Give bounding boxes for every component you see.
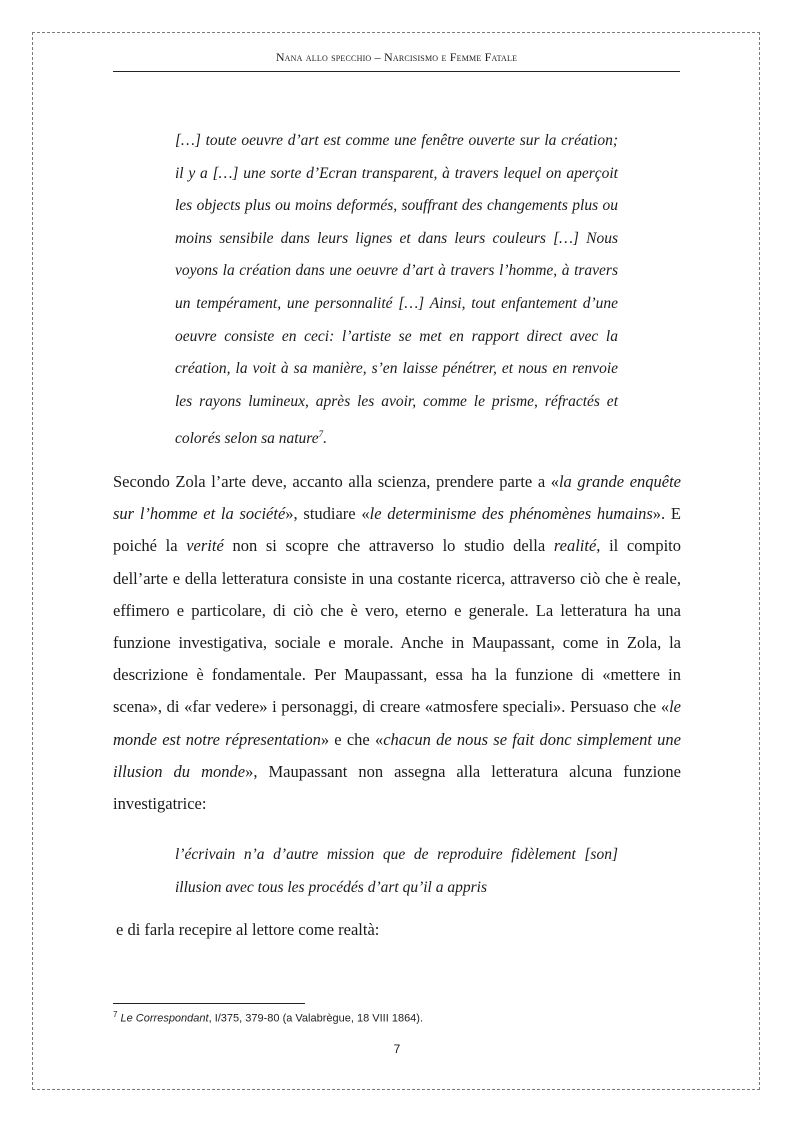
footnote-text: , I/375, 379-80 (a Valabrègue, 18 VIII 1864). [208,1012,424,1025]
footnote-divider [113,1003,305,1004]
block-quote-maupassant: l’écrivain n’a d’autre mission que de reproduire fidèlement [son] illusion avec tous les procédés d’art qu’il a appris [175,846,618,896]
citation-italic: chacun de nous se fait donc simplement une illusion du monde [113,729,681,781]
block-quote-zola: […] toute oeuvre d’art est comme une fenêtre ouverte sur la création; il y a […] une sorte d’Ecran transparent, à travers lequel on aperçoit les objects plus ou moins deformés, souffrant des changements plus ou moins sensibile dans leurs lignes et dans leurs couleurs […] Nous voyons la création dans une oeuvre d’art à travers l’homme, à travers un tempérament, une personnalité […] Ainsi, tout enfantement d’une oeuvre consiste en ceci: l’artiste se met en rapport direct avec la création, la voit à sa manière, s’en laisse pénétrer, et nous en renvoie les rayons lumineux, après les avoir, comme le prisme, réfractés et colorés selon sa nature$^7$. [175,132,618,448]
citation-italic: la grande enquête sur l’homme et la société [113,472,681,524]
footnote [113,1010,683,1025]
page-number: 7 [393,1042,401,1056]
footnote-ref[interactable]: 7 [318,429,324,440]
footnote-title: Le Correspondant [120,1012,209,1025]
footnote-number: 7 [113,1010,118,1019]
quote-text: […] toute oeuvre d’art est comme une fenêtre ouverte sur la création; il y a […] une sorte d’Ecran transparent, à travers lequel on aperçoit les objects plus ou moins deformés, souffrant des changements plus ou moins sensibile dans leurs lignes et dans leurs couleurs […] Nous voyons la création dans une oeuvre d’art à travers l’homme, à travers un tempérament, une personnalité […] Ainsi, tout enfantement d’une oeuvre consiste en ceci: l’artiste se met en rapport direct avec la création, la voit à sa manière, s’en laisse pénétrer, et nous en renvoie les rayons lumineux, après les avoir, comme le prisme, réfractés et colorés selon sa nature [175,132,618,448]
citation-italic: le monde est notre répresentation [113,697,681,749]
running-header: Nana allo specchio – Narcisismo e Femme Fatale [113,50,680,72]
citation-italic: le determinisme des phénomènes humains [369,504,653,524]
term-italic: verité [186,536,224,556]
body-paragraph: Secondo Zola l’arte deve, accanto alla scienza, prendere parte a «la grande enquête sur l’homme et la société», studiare «le determinisme des phénomènes humains». E poiché la verité non si scopre che attraverso lo studio della realité, il compito dell’arte e della letteratura consiste in una costante ricerca, attraverso ciò che è reale, effimero e particolare, di ciò che è vero, eterno e generale. La letteratura ha una funzione investigativa, sociale e morale. Anche in Maupassant, come in Zola, la descrizione è fondamentale. Per Maupassant, essa ha la funzione di «mettere in scena», di «far vedere» i personaggi, di creare «atmosfere speciali». Persuaso che «le monde est notre répresentation» e che «chacun de nous se fait donc simplement une illusion du monde», Maupassant non assegna alla letteratura alcuna funzione investigatrice: [113,472,682,814]
continuation-text: e di farla recepire al lettore come realtà: [116,920,380,939]
term-italic: realité [553,536,597,556]
